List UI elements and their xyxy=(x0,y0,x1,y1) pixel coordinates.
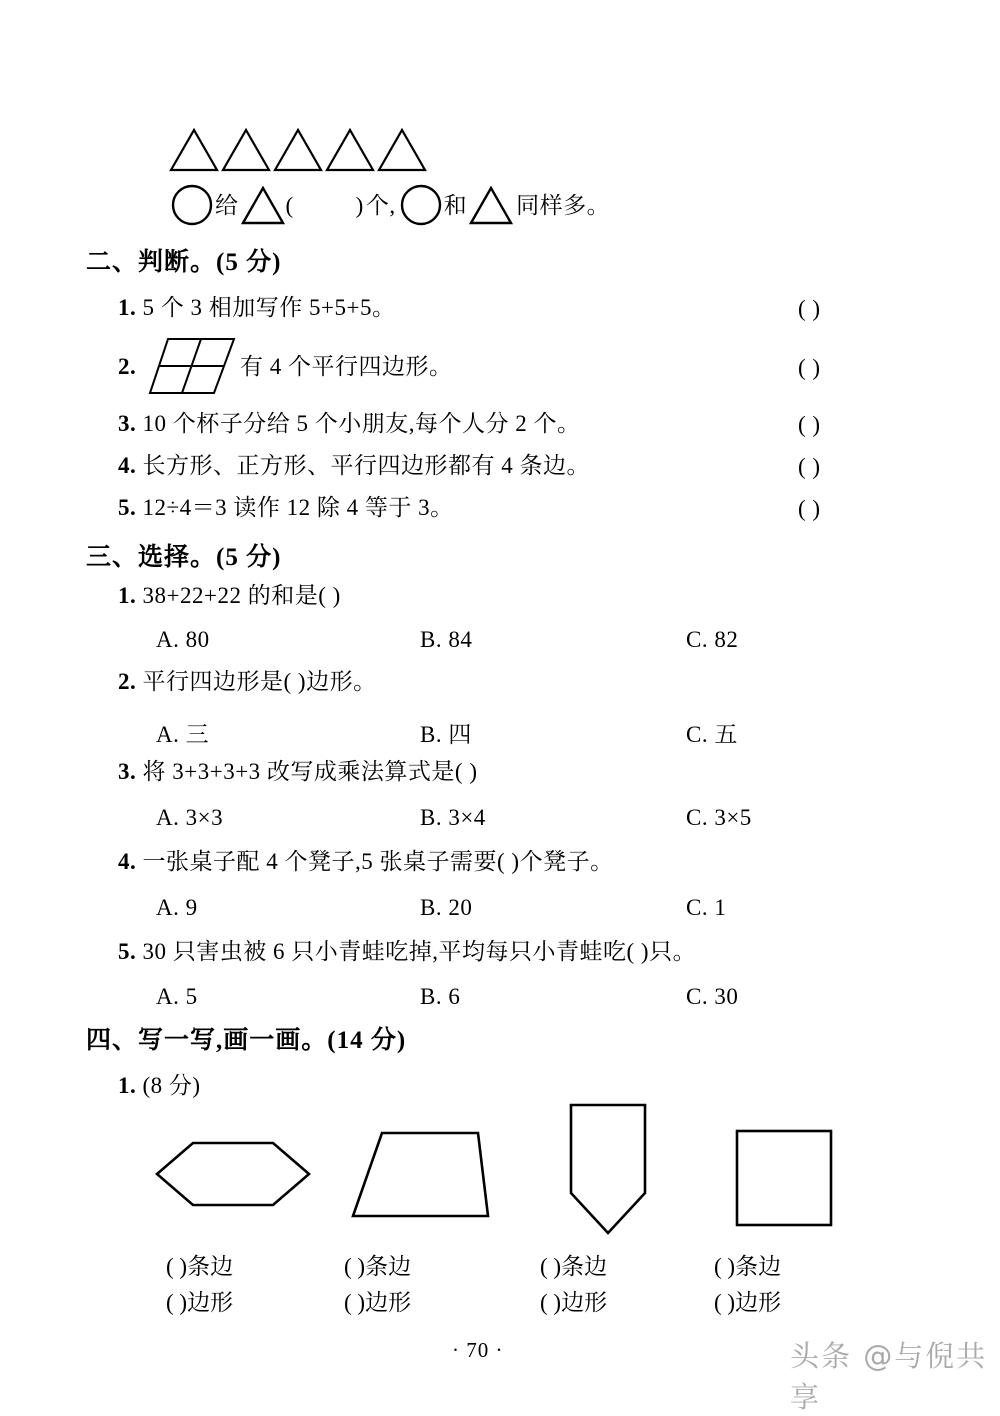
judge-item-4 xyxy=(118,454,590,477)
section-draw-sub-number: 1. xyxy=(118,1073,137,1098)
shape-pentagon xyxy=(558,1100,650,1238)
section-draw-heading: 四、写一写,画一画。(14 分) xyxy=(86,1027,407,1054)
choice-item-5-text: 30 只害虫被 6 只小青蛙吃掉,平均每只小青蛙吃( )只。 xyxy=(142,939,697,964)
choice-item-3-text: 将 3+3+3+3 改写成乘法算式是( ) xyxy=(142,759,478,784)
judge-item-4-answer[interactable]: ( ) xyxy=(798,454,821,479)
judge-item-2-text: 有 4 个平行四边形。 xyxy=(240,354,453,379)
choice-item-1-option-c[interactable]: C. 82 xyxy=(686,627,739,652)
choice-item-1 xyxy=(118,584,341,607)
judge-item-1 xyxy=(118,296,395,319)
shape-trapezoid xyxy=(350,1128,490,1220)
shape-2-polygon-blank[interactable]: ( )边形 xyxy=(344,1290,412,1315)
choice-item-4-option-a[interactable]: A. 9 xyxy=(156,895,198,920)
choice-item-1-number: 1. xyxy=(118,583,137,608)
judge-item-4-text: 长方形、正方形、平行四边形都有 4 条边。 xyxy=(142,453,590,478)
choice-item-2-number: 2. xyxy=(118,669,137,694)
choice-item-5-number: 5. xyxy=(118,939,137,964)
triangle-icon-2 xyxy=(468,183,514,227)
section-judge-heading: 二、判断。(5 分) xyxy=(86,249,282,276)
choice-item-4-text: 一张桌子配 4 个凳子,5 张桌子需要( )个凳子。 xyxy=(142,849,614,874)
hexagon-svg xyxy=(153,1138,313,1210)
judge-item-4-number: 4. xyxy=(118,453,137,478)
square-svg xyxy=(733,1127,835,1229)
choice-item-1-option-b[interactable]: B. 84 xyxy=(420,627,473,652)
open-paren: ( xyxy=(285,192,294,218)
shape-4-polygon-blank[interactable]: ( )边形 xyxy=(714,1290,782,1315)
page-number: · 70 · xyxy=(452,1338,504,1362)
unit-label: 个, xyxy=(365,192,396,218)
choice-item-3-option-a[interactable]: A. 3×3 xyxy=(156,805,224,830)
and-label: 和 xyxy=(443,192,468,218)
shape-2-sides-blank[interactable]: ( )条边 xyxy=(344,1254,412,1279)
judge-item-5-text: 12÷4＝3 读作 12 除 4 等于 3。 xyxy=(142,495,454,520)
judge-item-1-number: 1. xyxy=(118,295,137,320)
choice-item-3-option-b[interactable]: B. 3×4 xyxy=(420,805,486,830)
top-question-sentence xyxy=(170,183,610,227)
choice-item-3 xyxy=(118,760,477,783)
triangle-row-figure xyxy=(168,124,428,174)
judge-item-5-number: 5. xyxy=(118,495,137,520)
judge-item-3-number: 3. xyxy=(118,411,137,436)
five-triangles-svg xyxy=(168,124,428,174)
choice-item-2-text: 平行四边形是( )边形。 xyxy=(142,669,377,694)
judge-item-2-answer[interactable]: ( ) xyxy=(798,355,821,380)
section-draw-sub-1 xyxy=(118,1074,201,1097)
judge-item-5 xyxy=(118,496,454,519)
choice-item-3-option-c[interactable]: C. 3×5 xyxy=(686,805,752,830)
give-label: 给 xyxy=(215,192,239,218)
choice-item-4 xyxy=(118,850,614,873)
parallelogram-grid-svg xyxy=(148,335,238,397)
choice-item-5 xyxy=(118,940,696,963)
choice-item-5-option-c[interactable]: C. 30 xyxy=(686,984,739,1009)
circle-icon-2 xyxy=(399,183,443,227)
choice-item-2-option-a[interactable]: A. 三 xyxy=(156,722,210,747)
trapezoid-svg xyxy=(350,1128,490,1220)
choice-item-2-option-c[interactable]: C. 五 xyxy=(686,722,738,747)
tail-label: 同样多。 xyxy=(516,192,611,218)
choice-item-2 xyxy=(118,670,377,693)
judge-item-5-answer[interactable]: ( ) xyxy=(798,496,821,521)
choice-item-4-number: 4. xyxy=(118,849,137,874)
watermark-text: 头条 @与倪共享 xyxy=(790,1339,988,1414)
judge-item-3-text: 10 个杯子分给 5 个小朋友,每个人分 2 个。 xyxy=(142,411,581,436)
choice-item-5-option-a[interactable]: A. 5 xyxy=(156,984,198,1009)
judge-item-2-number xyxy=(118,355,136,378)
choice-item-1-text: 38+22+22 的和是( ) xyxy=(142,583,341,608)
choice-item-4-option-c[interactable]: C. 1 xyxy=(686,895,727,920)
shape-1-sides-blank[interactable]: ( )条边 xyxy=(166,1254,234,1279)
section-draw-sub-points: (8 分) xyxy=(142,1073,201,1098)
choice-item-3-number: 3. xyxy=(118,759,137,784)
choice-item-4-option-b[interactable]: B. 20 xyxy=(420,895,473,920)
choice-item-1-option-a[interactable]: A. 80 xyxy=(156,627,210,652)
choice-item-5-option-b[interactable]: B. 6 xyxy=(420,984,461,1009)
shape-4-sides-blank[interactable]: ( )条边 xyxy=(714,1254,782,1279)
shape-3-sides-blank[interactable]: ( )条边 xyxy=(540,1254,608,1279)
pentagon-svg xyxy=(558,1100,650,1238)
shape-hexagon xyxy=(153,1138,313,1210)
judge-item-3 xyxy=(118,412,581,435)
shape-square xyxy=(733,1127,835,1229)
choice-item-2-option-b[interactable]: B. 四 xyxy=(420,722,472,747)
close-paren: ) xyxy=(355,192,364,218)
circle-icon xyxy=(170,183,214,227)
judge-item-3-answer[interactable]: ( ) xyxy=(798,412,821,437)
judge-item-1-text: 5 个 3 相加写作 5+5+5。 xyxy=(142,295,396,320)
judge-item-1-answer[interactable]: ( ) xyxy=(798,296,821,321)
triangle-icon xyxy=(240,183,286,227)
shape-1-polygon-blank[interactable]: ( )边形 xyxy=(166,1290,234,1315)
shape-3-polygon-blank[interactable]: ( )边形 xyxy=(540,1290,608,1315)
parallelogram-grid-figure xyxy=(148,335,238,397)
judge-item-2-num-label: 2. xyxy=(118,354,137,379)
section-choice-heading: 三、选择。(5 分) xyxy=(86,544,282,571)
